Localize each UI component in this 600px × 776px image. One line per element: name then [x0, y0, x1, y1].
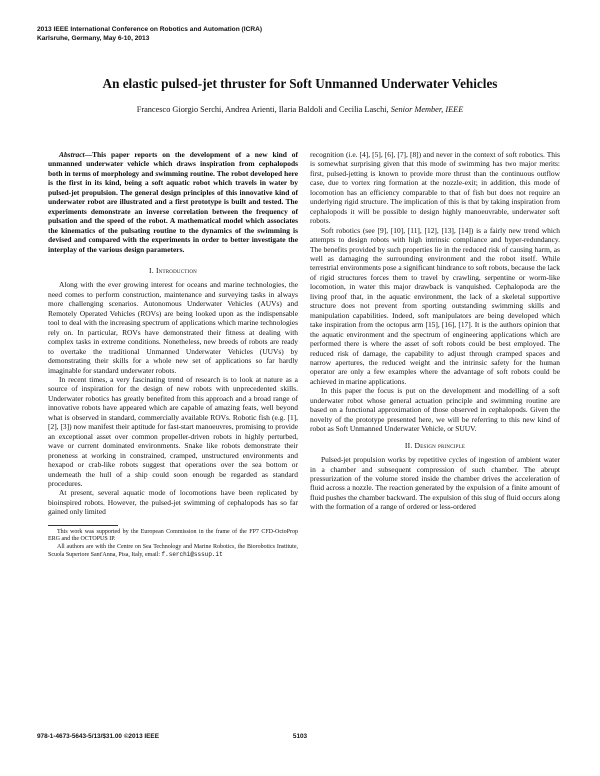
abstract [48, 150, 298, 254]
conference-name: 2013 IEEE International Conference on Robotics and Automation (ICRA) [37, 26, 263, 33]
right-column [310, 150, 560, 512]
body-paragraph: recognition (i.e. [4], [5], [6], [7], [8]) and never in the context of soft robotics. This is somewhat surprising given that this mode of swimming has two major merits: first, pulsed-jetting is known to provide more thrust than the continuous outflow case, due to vortex ring formation at the nozzle-exit; in addition, this mode of locomotion has an efficiency comparable to that of fish but does not require an underlying rigid structure. The implication of this is that by taking inspiration from cephalopods it will be possible to design highly manoeuvrable, underwater soft robots. [310, 150, 560, 226]
intro-paragraph: At present, several aquatic mode of locomotions have been replicated by bioinspired robots. However, the pulsed-jet swimming of cephalopods has so far gained only limited [48, 488, 298, 517]
footnote-funding: This work was supported by the European Commission in the frame of the FP7 CFD-OctoProp ERG and the OCTOPUS IP. [48, 528, 298, 543]
abstract-lead: Abstract [59, 150, 85, 159]
body-paragraph: Soft robotics (see [9], [10], [11], [12], [13], [14]) is a fairly new trend which attempts to design robots with high intrinsic compliance and hyper-redundancy. The benefits provided by such properties lie in the reduced risk of causing harm, as well as damaging the surrounding environment and the robot itself. While terrestrial environments pose a significant hindrance to soft robots, because the lack of rigid structures forces them to travel by crawling, serpentine or worm-like locomotion, in water this major drawback is vanquished. Cephalopoda are the living proof that, in the aquatic environment, the lack of a skeletal supportive structure does not prevent from sporting outstanding swimming skills and manipulation capabilities. Indeed, soft manipulators are being developed which take inspiration from the octopus arm [15], [16], [17]. It is the authors opinion that the aquatic environment and the spectrum of engineering applications which are performed there is where the asset of soft robots could be best employed. The reduced risk of damage, the capability to adjust through cramped spaces and narrow apertures, the reduced weight and the intrinsic safety for the human operator are only a few examples where the advantage of soft robots could be achieved in marine applications. [310, 225, 560, 386]
design-paragraph: Pulsed-jet propulsion works by repetitive cycles of ingestion of ambient water in a chamber and subsequent compression of such chamber. The abrupt pressurization of the volume stored inside the chamber drives the acceleration of fluid across a nozzle. The reaction generated by the expulsion of a finite amount of fluid pushes the chamber backward. The expulsion of this slug of fluid occurs along with the formation of a range of ordered or less-ordered [310, 455, 560, 512]
left-column [48, 150, 298, 560]
intro-paragraph: In recent times, a very fascinating trend of research is to look at nature as a source of inspiration for the design of new robots with unprecedented skills. Underwater robotics has greatly benefited from this approach and a broad range of innovative robots have appeared which are capable of amazing feats, well beyond what is observed in standard, commercially available ROVs. Robotic fish (e.g. [1], [2], [3]) now manifest their aptitude for fast-start manoeuvres, promising to provide an exceptional asset over common propeller-driven robots in highly perturbed, wave or current dominated environments. Snake like robots demonstrate their proneness at working in constrained, cramped, unstructured environments and hexapod or crab-like robots suggest that operations over the sea bottom or underneath the hull of a ship could soon enough be regarded as standard procedures. [48, 375, 298, 488]
section-heading-introduction: I. Introduction [149, 265, 197, 275]
author-line [0, 105, 600, 115]
author-email: f.serchi@sssup.it [161, 551, 223, 559]
abstract-text: —This paper reports on the development of a new kind of unmanned underwater vehicle which draws inspiration from cephalopods both in terms of morphology and swimming routine. The robot developed here is the first in its kind, being a soft aquatic robot which travels in water by pulsed-jet propulsion. The general design principles of this innovative kind of underwater robot are illustrated and a first prototype is built and tested. The experiments demonstrate an inverse correlation between the frequency of pulsation and the speed of the robot. A mathematical model which associates the kinematics of the pulsating routine to the dynamics of the swimming is devised and compared with the experiments in order to better investigate the interplay of the various design parameters. [48, 150, 298, 254]
paper-title: An elastic pulsed-jet thruster for Soft Unmanned Underwater Vehicles [102, 76, 498, 91]
author-role: Senior Member, IEEE [390, 105, 464, 114]
footnote-divider [48, 525, 118, 526]
section-heading-design: II. Design principle [404, 440, 466, 450]
affiliation-text: All authors are with the Centre on Sea Technology and Marine Robotics, the Biorobotics Institute, Scuola Superiore Sant'Anna, Pisa, Italy, email: [48, 543, 298, 559]
body-paragraph: In this paper the focus is put on the development and modelling of a soft underwater robot whose general actuation principle and swimming routine are based on a functional approximation of those observed in cephalopods. Given the novelty of the prototype presented here, we will be referring to this new kind of robot as Soft Unmanned Underwater Vehicle, or SUUV. [310, 386, 560, 434]
conference-header [37, 26, 262, 43]
page-number: 5103 [292, 733, 308, 740]
intro-paragraph: Along with the ever growing interest for oceans and marine technologies, the need comes to perform construction, maintenance and surveying tasks in always more challenging scenarios. Autonomous Underwater Vehicles (AUVs) and Remotely Operated Vehicles (ROVs) are being looked upon as the indispensable tool to deal with the increasing spectrum of applications which marine technologies rely on. In particular, ROVs have demonstrated their fitness at dealing with complex tasks in extreme conditions. Nonetheless, new breeds of robots are ready to overtake the traditional Unmanned Underwater Vehicles (UUVs) by demonstrating their skills for a whole new set of applications so far hardly imaginable for standard underwater robots. [48, 280, 298, 375]
conference-location: Karlsruhe, Germany, May 6-10, 2013 [37, 34, 150, 42]
author-names: Francesco Giorgio Serchi, Andrea Arienti, Ilaria Baldoli and Cecilia Laschi, [136, 105, 389, 114]
footnotes [48, 529, 298, 560]
footnote-affiliation [48, 544, 298, 560]
isbn-line: 978-1-4673-5643-5/13/$31.00 ©2013 IEEE [37, 733, 159, 740]
